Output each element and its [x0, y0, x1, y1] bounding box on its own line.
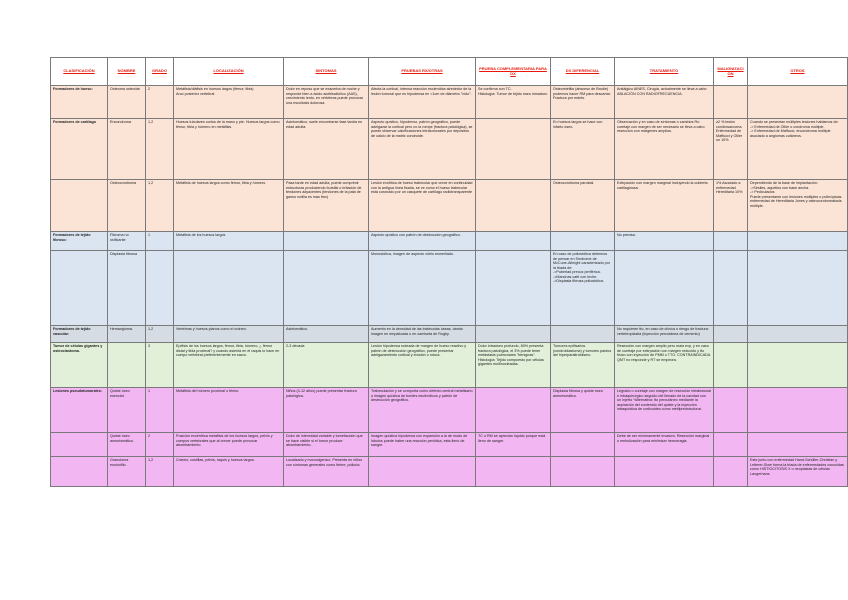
- classification-cell: Formadores de hueso:: [51, 86, 108, 119]
- header-cell: DX DIFERENCIAL: [551, 58, 615, 86]
- differential-cell: Displasia fibrosa y quiste óseo aneurismático.: [551, 388, 615, 433]
- malignancy-cell: [714, 232, 748, 251]
- classification-cell: Lesiones pseudotumorales:: [51, 388, 108, 433]
- grade-cell: 3: [146, 343, 174, 388]
- malignancy-cell: [714, 457, 748, 487]
- complementary-test-cell: [476, 232, 551, 251]
- grade-cell: 1: [146, 232, 174, 251]
- location-cell: Metáfisis de huesos largos como fémur, tibia y húmero.: [174, 180, 284, 232]
- treatment-cell: Legrado o curetaje con margen de resección intralesional e intraquirúrgico seguido del llenado de la cavidad con un injerto *Alternativa: tto percutáneo mediante la aspiración del contenido del quiste y la inyección intraquística de corticoides como metilprednisolona.: [615, 388, 714, 433]
- other-cell: [748, 326, 848, 343]
- symptoms-cell: Pasa tarde en edad adulta, puede comprimir estructuras produciendo bursitis o irritación de tendones adyacentes (tendones de la pata de ganso rodilla es mas frec): [284, 180, 369, 232]
- table-row: [51, 433, 848, 457]
- differential-cell: Osteocondroma parostal: [551, 180, 615, 232]
- symptoms-cell: Niños (4-12 años) puede presentar fractura patológica.: [284, 388, 369, 433]
- name-cell: Fibroma no osificante: [108, 232, 146, 251]
- tests-cell: Afecta la cortical, intensa reacción esclerótica alrededor de la lesión tumoral que es hipodensa en <1cm de diámetro "nido".: [369, 86, 476, 119]
- malignancy-cell: [714, 326, 748, 343]
- symptoms-cell: Asintomático.: [284, 326, 369, 343]
- treatment-cell: [615, 251, 714, 326]
- location-cell: Posición excéntrica metafisis de los huesos largos, pelvis y cuerpos vertebrales que al crecer puede provocar abombamiento.: [174, 433, 284, 457]
- name-cell: Quiste óseo esencial.: [108, 388, 146, 433]
- name-cell: Granuloma eosinófilo.: [108, 457, 146, 487]
- tests-cell: Lesión hipodensa rodeada de margen de hueso reactivo y patrón de destrucción geográfico, puede presentar adelgazamiento cortical y erosión o rotura.: [369, 343, 476, 388]
- symptoms-cell: Dolor en reposo que se exacerba de noche y responde bien a ácido acetilsalicílico (AAS), crecimiento lento, en vértebras puede provocar una escoliosis dolorosa.: [284, 86, 369, 119]
- classification-cell: [51, 251, 108, 326]
- grade-cell: 1,2: [146, 326, 174, 343]
- tests-cell: Aspecto quístico, hipodenso, patrón geográfico, puede adelgazar la cortical pero no la rompe (fractura patológica), se puede observar calcificaciones intratumorales por depósitos de calcio de la matriz condroide.: [369, 119, 476, 180]
- other-cell: Cuando se presentan múltiples lesiones hablamos de: -> Enfermedad de Ollier o condroma múltiple. -> Enfermedad de Maffucci, encondroma múltiple asociado a angiomas cutáneos.: [748, 119, 848, 180]
- tests-cell: Monostótica, imagen de aspecto vidrio esmerilado.: [369, 251, 476, 326]
- differential-cell: Tumores epífisarios (condroblastoma) y tumores pardos del hiperparatiroidismo.: [551, 343, 615, 388]
- table-row: [51, 343, 848, 388]
- other-cell: [748, 86, 848, 119]
- treatment-cell: No precisa.: [615, 232, 714, 251]
- header-cell: NOMBRE: [108, 58, 146, 86]
- name-cell: Hemangioma.: [108, 326, 146, 343]
- malignancy-cell: 1% Asociado a enfermedad Hereditaria 10%: [714, 180, 748, 232]
- location-cell: Cráneo, costillas, pelvis, raquis y huesos largos.: [174, 457, 284, 487]
- treatment-cell: Debe de ser mínimamente invasivo. Resección marginal o embolización para minimizar hemorragia.: [615, 433, 714, 457]
- name-cell: Displasia fibrosa: [108, 251, 146, 326]
- symptoms-cell: Dolor de intensidad variable y tumefacción que se hace visible si el tumor produce abombamiento.: [284, 433, 369, 457]
- complementary-test-cell: [476, 326, 551, 343]
- header-cell: MALIGNIZACION: [714, 58, 748, 86]
- tests-cell: [369, 457, 476, 487]
- grade-cell: 1,2: [146, 119, 174, 180]
- classification-cell: Formadores de cartílago: [51, 119, 108, 180]
- complementary-test-cell: [476, 119, 551, 180]
- complementary-test-cell: [476, 251, 551, 326]
- header-cell: CLASIFICACIÓN: [51, 58, 108, 86]
- bone-tumor-table: [50, 57, 848, 487]
- name-cell: Quiste óseo aneurismático.: [108, 433, 146, 457]
- header-cell: PRUEBAS RX/OTRAS: [369, 58, 476, 86]
- name-cell: Osteoma osteoide: [108, 86, 146, 119]
- symptoms-cell: [284, 232, 369, 251]
- symptoms-cell: [284, 251, 369, 326]
- treatment-cell: [615, 457, 714, 487]
- other-cell: Este junto con enfermedad Hand-Schüller-Christian y Letterer-Siwe forma la triada de enfermedades conocidas como HISTIOCITOSIS X o neoplasias de células Langerhans: [748, 457, 848, 487]
- malignancy-cell: [714, 388, 748, 433]
- treatment-cell: Observación y en caso de síntomas o cambios Rx: curetaje con margen de ser necesario se lleva a cabo resección con márgenes amplios.: [615, 119, 714, 180]
- classification-cell: Formadores de tejido vascular:: [51, 326, 108, 343]
- differential-cell: [551, 433, 615, 457]
- tests-cell: Imagen quística hipodensa con expansión a la de modo de lóbulos puede haber una reacción periótica, esta lleno de sangre.: [369, 433, 476, 457]
- header-cell: TRATAMIENTO: [615, 58, 714, 86]
- table-row: [51, 86, 848, 119]
- treatment-cell: Extirpación con margen marginal incluyendo la cubierta cartilaginosa.: [615, 180, 714, 232]
- treatment-cell: Resección con margen amplio pero mala exp, y en caso de curetaje por extirpación con margen reducido y tto físico con inyección de PMM o TTO. CONTRAINDICADA QMT no responde y RT se empeora.: [615, 343, 714, 388]
- other-cell: Dependiendo de la base de implantación: ->Sésiles, aquellos con base ancha. -> Pediculados Puede presentarse con lesiones múltiples o polirrópicas: enfermedad de Hereditaria Jones y osteocondromatosis múltiple.: [748, 180, 848, 232]
- header-cell: OTROS: [748, 58, 848, 86]
- name-cell: Encondroma: [108, 119, 146, 180]
- symptoms-cell: 2-3 década: [284, 343, 369, 388]
- differential-cell: En caso de poliostótica debemos de pensar en Síndrome de McCune-Albright caracterizado por la triada de: ->Pubertad precoz periférica. ->Manchas café con leche. ->Displasia fibrosa poliostótica.: [551, 251, 615, 326]
- other-cell: [748, 251, 848, 326]
- location-cell: Metáfisis/diáfisis en huesos largos (fémur, tibia) Arco posterior vertebral: [174, 86, 284, 119]
- table-row: [51, 457, 848, 487]
- grade-cell: 1,2: [146, 180, 174, 232]
- tests-cell: Aumento en la densidad de las trabéculas óseas, dando imagen en empalizada o en camiseta de Rugby.: [369, 326, 476, 343]
- grade-cell: [146, 251, 174, 326]
- symptoms-cell: Asintomático, suele encontrarse fase tardía en edad adulta.: [284, 119, 369, 180]
- header-cell: LOCALIZACIÓN: [174, 58, 284, 86]
- table-row: [51, 388, 848, 433]
- malignancy-cell: [714, 433, 748, 457]
- other-cell: [748, 343, 848, 388]
- classification-cell: [51, 457, 108, 487]
- tests-cell: Trabeculación y se comporta como defecto central metafisario o imagen quística de bordes escleróticos y patrón de destrucción geográfico.: [369, 388, 476, 433]
- differential-cell: [551, 232, 615, 251]
- header-cell: GRADO: [146, 58, 174, 86]
- grade-cell: 1,2: [146, 457, 174, 487]
- header-cell: SINTOMAS: [284, 58, 369, 86]
- classification-cell: [51, 180, 108, 232]
- complementary-test-cell: [476, 180, 551, 232]
- malignancy-cell: [714, 343, 748, 388]
- classification-cell: Formadores de tejido fibroso:: [51, 232, 108, 251]
- other-cell: [748, 388, 848, 433]
- table-row: [51, 251, 848, 326]
- treatment-cell: Antiálgico AINES, Cirugía, actualmente se lleva a cabo ABLACIÓN CON RADIOFRECUENCIA.: [615, 86, 714, 119]
- table-row: [51, 232, 848, 251]
- tests-cell: Aspecto quístico con patrón de destrucción geográfico.: [369, 232, 476, 251]
- treatment-cell: No requieren tto, en caso de clínica o riesgo de fractura: vertebroplastia (inyección percutánea de cemento): [615, 326, 714, 343]
- grade-cell: 1: [146, 388, 174, 433]
- location-cell: Metáfisis de los huesos largos: [174, 232, 284, 251]
- location-cell: Vertebras y huesos planos como el cráneo.: [174, 326, 284, 343]
- malignancy-cell: [714, 251, 748, 326]
- complementary-test-cell: Dolor intraóseo profundo, 80% presenta fractura patológica, el 3% puede tener metástasis pulmonares "benignas". Histología: Tejido compuesto por células gigantes multinucleadas.: [476, 343, 551, 388]
- complementary-test-cell: [476, 388, 551, 433]
- location-cell: [174, 251, 284, 326]
- classification-cell: Tumor de células gigantes y osteoclastoma.: [51, 343, 108, 388]
- complementary-test-cell: Se confirma con TC. Histología: Tumor de tejido óseo inmaduro: [476, 86, 551, 119]
- complementary-test-cell: [476, 457, 551, 487]
- symptoms-cell: Localizado y monoclgenico. Presenta en niños con síntomas generales como fiebre, poliuria.: [284, 457, 369, 487]
- location-cell: Huesos tubulares cortos de la mano y pie. Huesos largos como fémur, tibia y húmero en metáfisis.: [174, 119, 284, 180]
- location-cell: Epífisis de los huesos largos, fémur, tibia, húmero, ¿ fémur distal y tibia proximal? y cuando asienta en el raquis lo hace en cuerpo vertebral preferentemente en sacro.: [174, 343, 284, 388]
- differential-cell: Osteomielitis (absceso de Brodie) podemos hacer RM para descartar. Fractura por estrés.: [551, 86, 615, 119]
- table-row: [51, 180, 848, 232]
- other-cell: [748, 433, 848, 457]
- differential-cell: En huesos largos se hace con infarto óseo.: [551, 119, 615, 180]
- header-row: [51, 58, 848, 86]
- grade-cell: 2: [146, 433, 174, 457]
- complementary-test-cell: TC o RM se aprecian líquido porque está lleno de sangre.: [476, 433, 551, 457]
- differential-cell: [551, 457, 615, 487]
- table-row: [51, 326, 848, 343]
- other-cell: [748, 232, 848, 251]
- name-cell: [108, 343, 146, 388]
- differential-cell: [551, 326, 615, 343]
- classification-cell: [51, 433, 108, 457]
- tests-cell: Lesión exofítica de hueso trabecular que crece en continuidad con la antigua línea fisaria, se ve como el hueso trabecular está coronado por un casquete de cartílago radiotransparente: [369, 180, 476, 232]
- name-cell: Osteocondroma: [108, 180, 146, 232]
- header-cell: PRUEBA COMPLEMENTARIA PARA DX: [476, 58, 551, 86]
- location-cell: Metáfisis del húmero proximal o fémur.: [174, 388, 284, 433]
- table-row: [51, 119, 848, 180]
- malignancy-cell: [714, 86, 748, 119]
- grade-cell: 2: [146, 86, 174, 119]
- malignancy-cell: ≥2 % lesión condrosarcoma. Enfermedad de Maffucci y Ollier un 10%: [714, 119, 748, 180]
